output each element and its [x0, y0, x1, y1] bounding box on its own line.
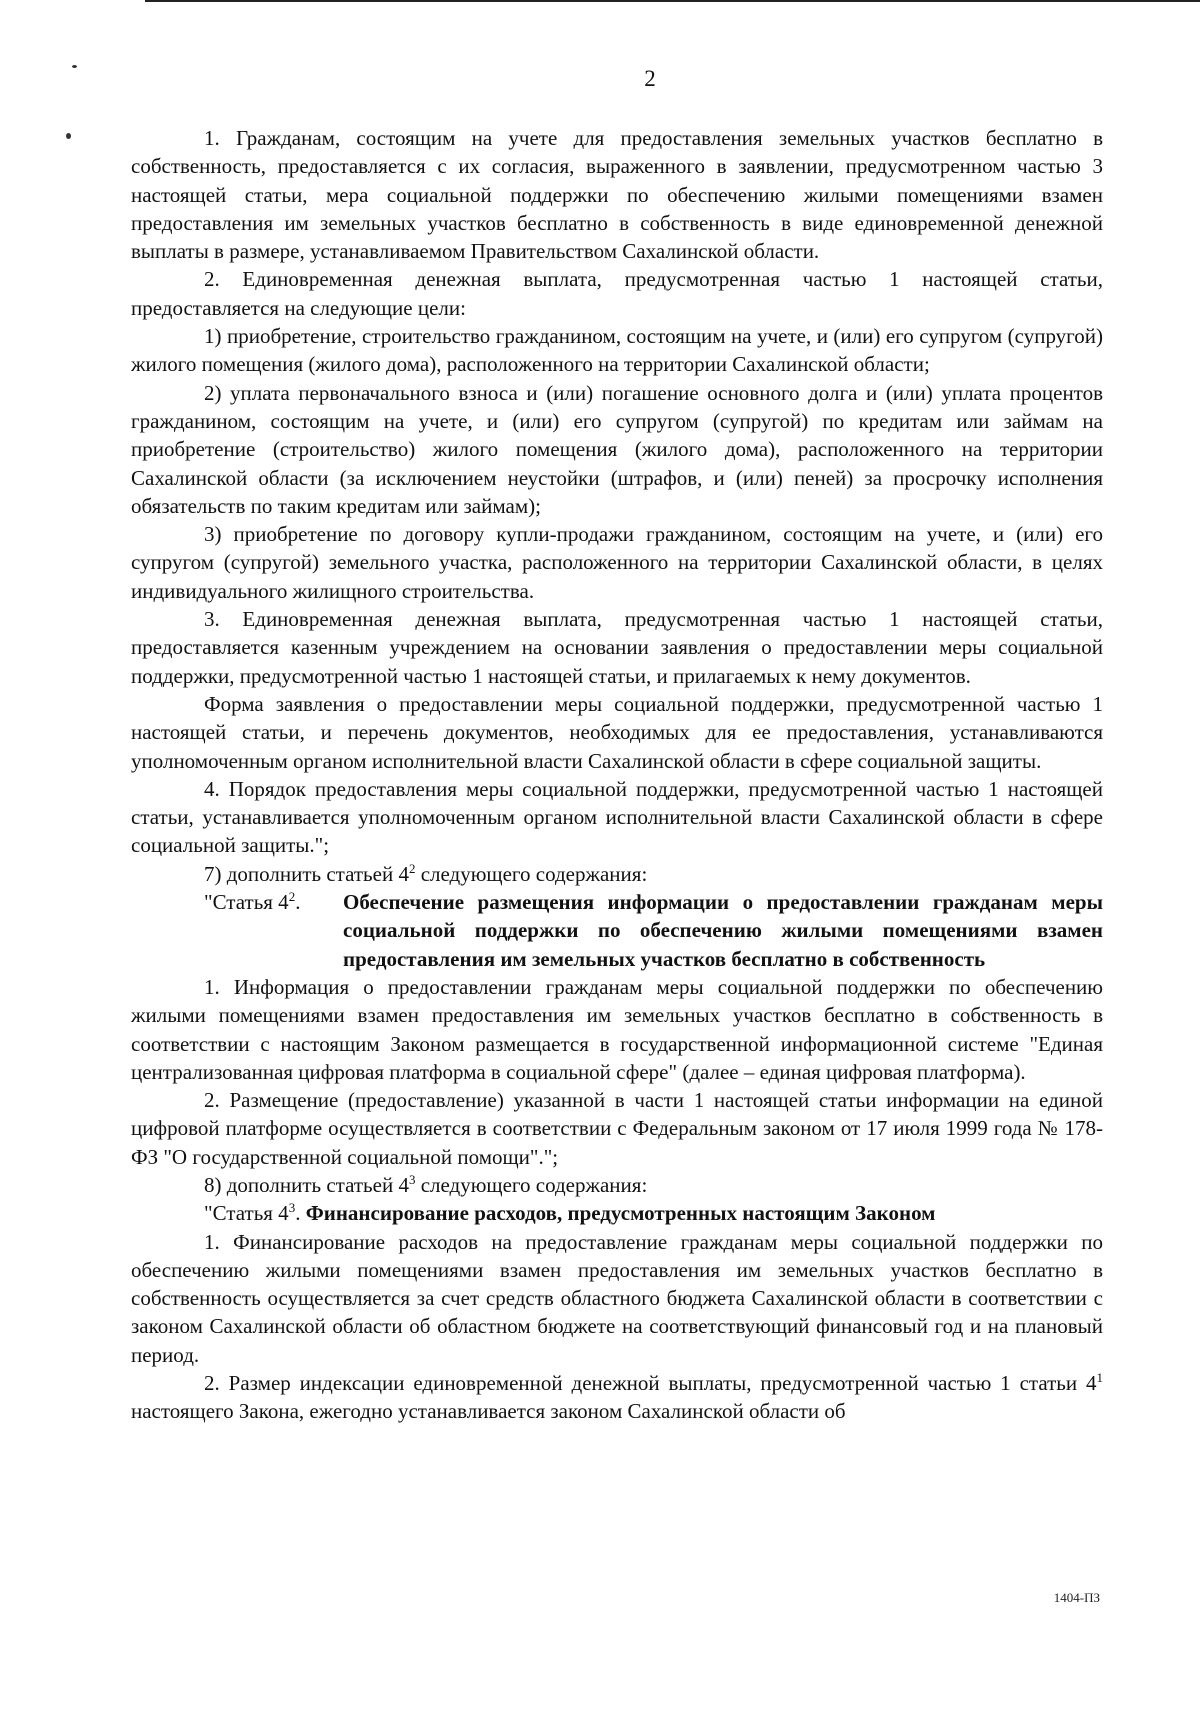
paragraph-text: 2. Размер индексации единовременной денежной выплаты, предусмотренной частью 1 статьи 4 — [204, 1371, 1097, 1396]
paragraph: 1. Финансирование расходов на предоставление гражданам меры социальной поддержки по обеспечению жилыми помещениями взамен предоставления им земельных участков бесплатно в собственность осуществляется за счет средств областного бюджета Сахалинской области в соответствии с законом Сахалинской области об областном бюджете на соответствующий финансовый год и на плановый период. — [131, 1229, 1103, 1367]
article-title: Финансирование расходов, предусмотренных настоящим Законом — [305, 1201, 936, 1226]
paragraph: 4. Порядок предоставления меры социальной поддержки, предусмотренной частью 1 настоящей статьи, устанавливается уполномоченным органом исполнительной власти Сахалинской области в сфере социальной защиты."; — [131, 776, 1103, 858]
article-heading — [131, 888, 1103, 973]
superscript: 2 — [288, 889, 296, 905]
superscript: 3 — [288, 1200, 296, 1216]
paragraph-text: 7) дополнить статьей 4 — [204, 861, 409, 886]
paragraph: Форма заявления о предоставлении меры социальной поддержки, предусмотренной частью 1 настоящей статьи, и перечень документов, необходимых для ее предоставления, устанавливаются уполномоченным органом исполнительной власти Сахалинской области в сфере социальной защиты. — [131, 691, 1103, 773]
paragraph-text: следующего содержания: — [415, 861, 648, 886]
article-title: Обеспечение размещения информации о предоставлении гражданам меры социальной поддержки по обеспечению жилыми помещениями взамен предоставления им земельных участков бесплатно в собственность — [343, 890, 1103, 971]
scan-speck — [66, 133, 71, 139]
article-label: . — [295, 1201, 306, 1226]
article-label: "Статья 4 — [204, 1201, 289, 1226]
superscript: 2 — [408, 860, 416, 876]
article-heading — [131, 1199, 1103, 1227]
paragraph: 3. Единовременная денежная выплата, предусмотренная частью 1 настоящей статьи, предоставляется казенным учреждением на основании заявления о предоставлении меры социальной поддержки, предусмотренной частью 1 настоящей статьи, и прилагаемых к нему документов. — [131, 607, 1103, 688]
paragraph: 2. Размещение (предоставление) указанной в части 1 настоящей статьи информации на единой цифровой платформе осуществляется в соответствии с Федеральным законом от 17 июля 1999 года № 178-ФЗ "О государственной социальной помощи"."; — [131, 1088, 1103, 1169]
paragraph — [131, 1171, 1103, 1199]
article-label: . — [295, 890, 301, 915]
scan-top-edge — [145, 0, 1200, 2]
paragraph-text: следующего содержания: — [415, 1172, 648, 1197]
paragraph — [131, 860, 1103, 888]
paragraph-text: 8) дополнить статьей 4 — [204, 1172, 409, 1197]
paragraph: 2) уплата первоначального взноса и (или) погашение основного долга и (или) уплата процентов гражданином, состоящим на учете, и (или) его супругом (супругой) по кредитам или займам на приобретение (строительство) жилого помещения (жилого дома), расположенного на территории Сахалинской области (за исключением неустойки (штрафов, и (или) пеней) за просрочку исполнения обязательств по таким кредитам или займам); — [131, 380, 1103, 518]
paragraph: 1. Гражданам, состоящим на учете для предоставления земельных участков бесплатно в собственность, предоставляется с их согласия, выраженного в заявлении, предусмотренном частью 3 настоящей статьи, мера социальной поддержки по обеспечению жилыми помещениями взамен предоставления им земельных участков бесплатно в собственность в виде единовременной денежной выплаты в размере, устанавливаемом Правительством Сахалинской области. — [131, 126, 1103, 264]
superscript: 1 — [1096, 1370, 1103, 1386]
paragraph: 2. Единовременная денежная выплата, предусмотренная частью 1 настоящей статьи, предоставляется на следующие цели: — [131, 267, 1103, 320]
paragraph-text: настоящего Закона, ежегодно устанавливается законом Сахалинской области об — [131, 1399, 846, 1424]
article-number — [131, 888, 331, 973]
document-body — [131, 124, 1103, 1426]
paragraph: 3) приобретение по договору купли-продажи гражданином, состоящим на учете, и (или) его супругом (супругой) земельного участка, расположенного на территории Сахалинской области, в целях индивидуального жилищного строительства. — [131, 522, 1103, 603]
article-label: "Статья 4 — [204, 890, 289, 915]
superscript: 3 — [408, 1171, 416, 1187]
page-number: 2 — [644, 66, 656, 91]
paragraph: 1. Информация о предоставлении гражданам меры социальной поддержки по обеспечению жилыми помещениями взамен предоставления им земельных участков бесплатно в собственность в соответствии с настоящим Законом размещается в государственной информационной системе "Единая централизованная цифровая платформа в социальной сфере" (далее – единая цифровая платформа). — [131, 974, 1103, 1084]
paragraph — [131, 1369, 1103, 1426]
document-code: 1404-ПЗ — [1053, 1590, 1100, 1605]
paragraph: 1) приобретение, строительство гражданином, состоящим на учете, и (или) его супругом (супругой) жилого помещения (жилого дома), расположенного на территории Сахалинской области; — [131, 324, 1103, 377]
